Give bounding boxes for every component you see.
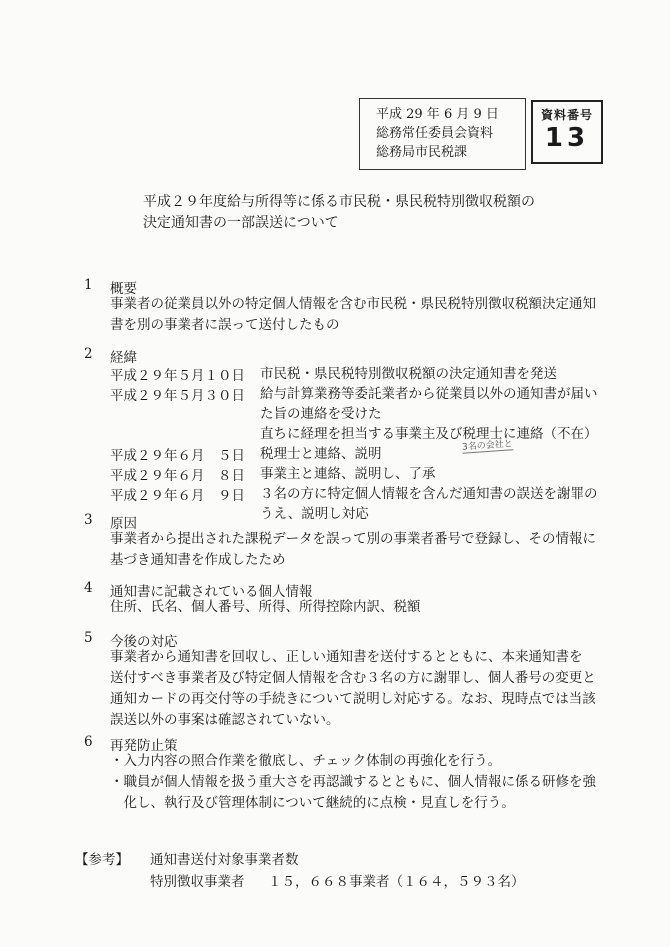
section-6-number: 6	[84, 734, 93, 750]
timeline-date-1: 平成２９年５月１０日	[110, 368, 245, 384]
doc-number-label: 資料番号	[540, 108, 593, 122]
section-6-line-1: ・入力内容の照合作業を徹底し、チェック体制の再強化を行う。	[110, 753, 502, 769]
section-5-line-3: 通知カードの再交付等の手続きについて説明し対応する。なお、現時点では当該	[110, 691, 596, 707]
reference-value: １５，６６８事業者（１６４，５９３名）	[268, 874, 525, 890]
timeline-2-line-2: た旨の連絡を受けた	[260, 406, 382, 422]
timeline-date-4: 平成２９年６月 ８日	[110, 468, 245, 484]
section-1-line-1: 事業者の従業員以外の特定個人情報を含む市民税・県民税特別徴収税額決定通知	[110, 296, 596, 312]
timeline-text-3	[260, 444, 382, 464]
section-5-number: 5	[84, 630, 93, 646]
section-3-line-1: 事業者から提出された課税データを誤って別の事業者番号で登録し、その情報に	[110, 531, 596, 547]
header-committee: 総務常任委員会資料	[376, 126, 494, 141]
section-4-number: 4	[84, 580, 93, 596]
section-5-body	[110, 647, 596, 731]
section-5-line-2: 送付すべき事業者及び特定個人情報を含む３名の方に謝罪し、個人番号の変更と	[110, 670, 596, 686]
section-1-title: 概要	[110, 281, 137, 297]
reference-tag: 【参考】	[75, 852, 129, 868]
title-line-1: 平成２９年度給与所得等に係る市民税・県民税特別徴収税額の	[143, 194, 535, 210]
reference-label: 特別徴収事業者	[150, 874, 245, 890]
section-5-line-1: 事業者から通知書を回収し、正しい通知書を送付するとともに、本来通知書を	[110, 649, 583, 665]
timeline-date-5: 平成２９年６月 ９日	[110, 488, 245, 504]
timeline-date-3: 平成２９年６月 ５日	[110, 448, 245, 464]
header-department: 総務局市民税課	[376, 145, 468, 160]
section-3-body	[110, 529, 596, 571]
section-3-line-2: 基づき通知書を作成したため	[110, 552, 286, 568]
timeline-text-4	[260, 464, 436, 484]
doc-number-value: 13	[544, 123, 590, 153]
section-3-number: 3	[84, 512, 93, 528]
section-4-line-1: 住所、氏名、個人番号、所得、所得控除内訳、税額	[110, 599, 421, 615]
section-2-title: 経緯	[110, 350, 137, 366]
timeline-text-2	[260, 384, 598, 444]
section-4-body	[110, 597, 421, 618]
handwritten-note: 3名の会社と	[462, 436, 514, 454]
section-3-title: 原因	[110, 516, 137, 532]
document-title	[143, 192, 535, 234]
timeline-5-line-2: うえ、説明し対応	[260, 506, 369, 522]
section-4-title: 通知書に記載されている個人情報	[110, 584, 313, 600]
header-date: 平成 29 年 6 月 9 日	[376, 107, 499, 122]
section-6-title: 再発防止策	[110, 738, 178, 754]
timeline-1-line-1: 市民税・県民税特別徴収税額の決定通知書を発送	[260, 366, 557, 382]
section-5-title: 今後の対応	[110, 634, 178, 650]
timeline-5-line-1: ３名の方に特定個人情報を含んだ通知書の誤送を謝罪の	[260, 486, 598, 502]
section-1-number: 1	[84, 277, 93, 293]
section-1-body	[110, 294, 596, 336]
section-6-line-3: 化し、執行及び管理体制について継続的に点検・見直しを行う。	[110, 795, 515, 811]
header-info-box	[359, 98, 526, 170]
doc-number-box	[531, 100, 603, 164]
title-line-2: 決定通知書の一部誤送について	[143, 215, 339, 231]
section-2-number: 2	[84, 346, 93, 362]
section-6-line-2: ・職員が個人情報を扱う重大さを再認識するとともに、個人情報に係る研修を強	[110, 774, 596, 790]
timeline-3-line-1: 税理士と連絡、説明	[260, 446, 382, 462]
timeline-date-2: 平成２９年５月３０日	[110, 388, 245, 404]
reference-title: 通知書送付対象事業者数	[150, 852, 299, 868]
timeline-4-line-1: 事業主と連絡、説明し、了承	[260, 466, 436, 482]
section-1-line-2: 書を別の事業者に誤って送付したもの	[110, 317, 340, 333]
timeline-2-line-3: 直ちに経理を担当する事業主及び税理士に連絡（不在）	[260, 426, 598, 442]
timeline-text-5	[260, 484, 598, 524]
timeline-2-line-1: 給与計算業務等委託業者から従業員以外の通知書が届い	[260, 386, 598, 402]
section-6-body	[110, 751, 596, 814]
timeline-text-1	[260, 364, 557, 384]
section-5-line-4: 誤送以外の事案は確認されていない。	[110, 712, 340, 728]
